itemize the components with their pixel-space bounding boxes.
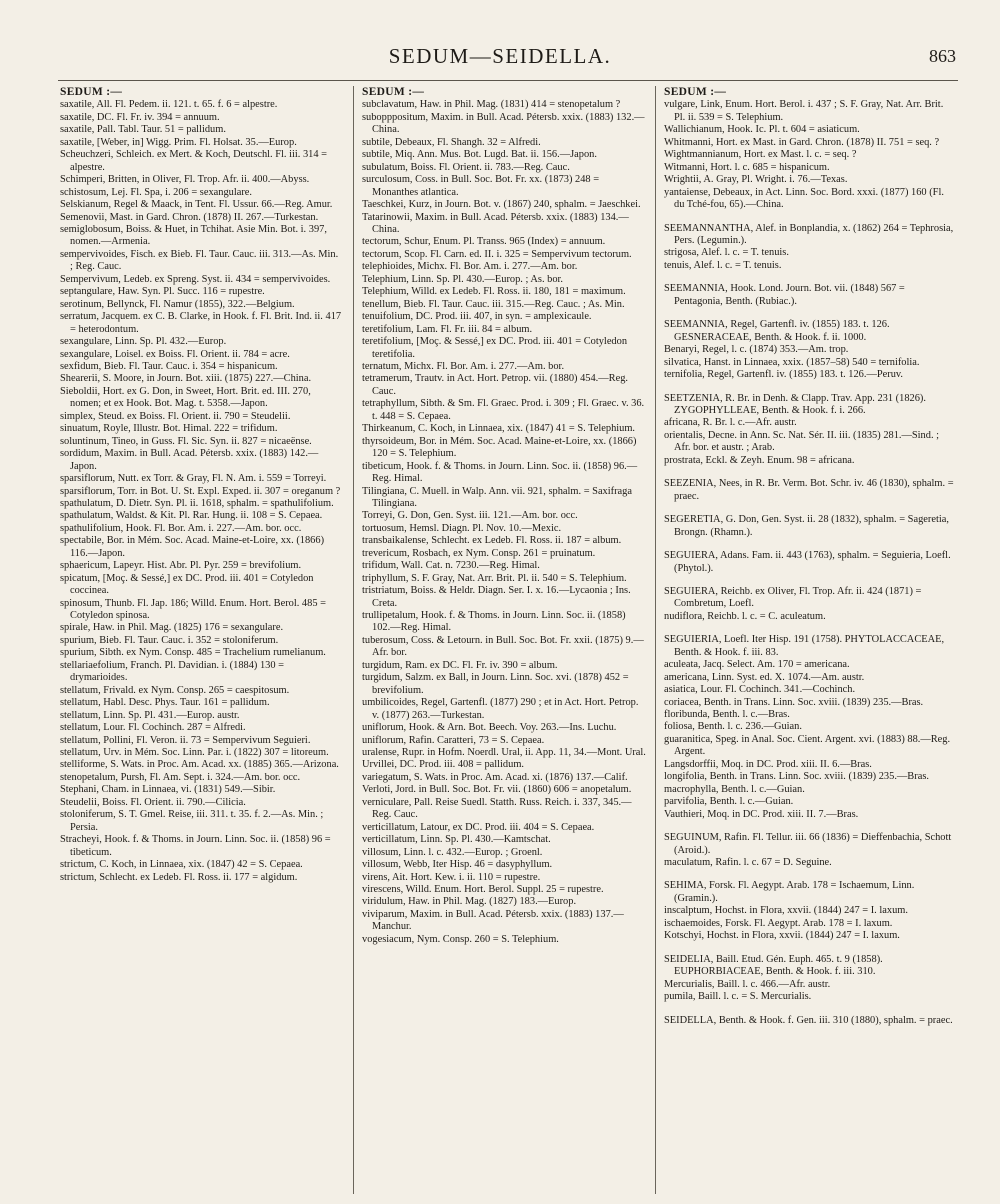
dictionary-entry: uniflorum, Rafin. Caratteri, 73 = S. Cepaea. [362, 734, 545, 746]
dictionary-entry: Sempervivum, Ledeb. ex Spreng. Syst. ii. 434 = sempervivoides. [60, 273, 331, 285]
dictionary-entry: spinosum, Thunb. Fl. Jap. 186; Willd. Enum. Hort. Berol. 485 = Cotyledon spinosa. [60, 597, 326, 622]
dictionary-entry: macrophylla, Benth. l. c.—Guian. [664, 783, 805, 795]
dictionary-entry: Sieboldii, Hort. ex G. Don, in Sweet, Hort. Brit. ed. III. 270, nomen; et ex Hook. Bot. Mag. t. 5358.—Japon. [60, 385, 311, 410]
dictionary-entry: Steudelii, Boiss. Fl. Orient. ii. 790.—Cilicia. [60, 796, 246, 808]
dictionary-entry: verticillatum, Linn. Sp. Pl. 430.—Kamtschat. [362, 834, 551, 846]
dictionary-entry: nudiflora, Reichb. l. c. = C. aculeatum. [664, 610, 826, 622]
dictionary-entry: uralense, Rupr. in Hofm. Noerdl. Ural, ii. App. 11, 34.—Mont. Ural. [362, 747, 646, 759]
dictionary-entry: stellatum, Habl. Desc. Phys. Taur. 161 = pallidum. [60, 697, 270, 709]
dictionary-entry: Taeschkei, Kurz, in Journ. Bot. v. (1867) 240, sphalm. = Jaeschkei. [362, 199, 641, 211]
dictionary-entry: teretifolium, [Moç. & Sessé,] ex DC. Prod. iii. 401 = Cotyledon teretifolia. [362, 336, 628, 360]
dictionary-entry: sparsiflorum, Torr. in Bot. U. St. Expl. Exped. ii. 307 = oreganum ? [60, 485, 341, 497]
entry-list [664, 99, 956, 1027]
dictionary-entry: Mercurialis, Baill. l. c. 466.—Afr. austr. [664, 978, 831, 990]
dictionary-entry: tectorum, Schur, Enum. Pl. Transs. 965 (Index) = annuum. [362, 236, 606, 248]
dictionary-entry: tetramerum, Trautv. in Act. Hort. Petrop. vii. (1880) 454.—Reg. Cauc. [362, 373, 628, 397]
column-heading: SEDUM :— [362, 86, 425, 98]
dictionary-entry: turgidum, Salzm. ex Ball, in Journ. Linn. Soc. xvi. (1878) 452 = brevifolium. [362, 672, 629, 696]
dictionary-entry: Tilingiana, C. Muell. in Walp. Ann. vii. 921, sphalm. = Saxifraga Tilingiana. [362, 485, 632, 509]
dictionary-entry: ischaemoides, Forsk. Fl. Aegypt. Arab. 178 = I. laxum. [664, 917, 893, 929]
dictionary-entry: sexangulare, Linn. Sp. Pl. 432.—Europ. [60, 336, 227, 348]
dictionary-entry: vogesiacum, Nym. Consp. 260 = S. Telephium. [362, 933, 559, 945]
dictionary-entry: viridulum, Haw. in Phil. Mag. (1827) 183.—Europ. [362, 896, 577, 908]
dictionary-entry: Schimperi, Britten, in Oliver, Fl. Trop. Afr. ii. 400.—Abyss. [60, 174, 310, 186]
dictionary-entry: tortuosum, Hemsl. Diagn. Pl. Nov. 10.—Mexic. [362, 522, 562, 534]
dictionary-entry: sordidum, Maxim. in Bull. Acad. Pétersb. xxix. (1883) 142.—Japon. [60, 448, 319, 472]
column-3 [664, 86, 956, 1194]
dictionary-entry: saxatile, [Weber, in] Wigg. Prim. Fl. Holsat. 35.—Europ. [60, 136, 297, 148]
dictionary-entry: semiglobosum, Boiss. & Huet, in Tchihat. Asie Min. Bot. i. 397, nomen.—Armenia. [60, 223, 327, 248]
dictionary-entry: stellatum, Pollini, Fl. Veron. ii. 73 = Sempervivum Seguieri. [60, 734, 311, 746]
dictionary-entry: Benaryi, Regel, l. c. (1874) 353.—Am. trop. [664, 344, 849, 356]
dictionary-entry: transbaikalense, Schlecht. ex Ledeb. Fl. Ross. ii. 187 = album. [362, 535, 622, 547]
dictionary-entry: SEGUIERA, Reichb. ex Oliver, Fl. Trop. Afr. ii. 424 (1871) = Combretum, Loefl. [664, 585, 922, 610]
dictionary-entry: trifidum, Wall. Cat. n. 7230.—Reg. Himal. [362, 560, 540, 572]
dictionary-entry: Selskianum, Regel & Maack, in Tent. Fl. Ussur. 66.—Reg. Amur. [60, 199, 333, 211]
dictionary-entry: tristriatum, Boiss. & Heldr. Diagn. Ser. I. x. 16.—Lycaonia ; Ins. Creta. [362, 585, 631, 609]
dictionary-entry: spathulatum, D. Dietr. Syn. Pl. ii. 1618, sphalm. = spathulifolium. [60, 497, 334, 509]
dictionary-entry: strictum, Schlecht. ex Ledeb. Fl. Ross. ii. 177 = algidum. [60, 871, 298, 883]
dictionary-entry: Whitmanni, Hort. ex Mast. in Gard. Chron. (1878) II. 751 = seq. ? [664, 136, 940, 148]
dictionary-entry: Wightmannianum, Hort. ex Mast. l. c. = seq. ? [664, 149, 857, 161]
dictionary-entry: strictum, C. Koch, in Linnaea, xix. (1847) 42 = S. Cepaea. [60, 859, 303, 871]
dictionary-entry: orientalis, Decne. in Ann. Sc. Nat. Sér. II. iii. (1835) 281.—Sind. ; Afr. bor. et austr. ; Arab. [664, 429, 940, 454]
dictionary-entry: Thirkeanum, C. Koch, in Linnaea, xix. (1847) 41 = S. Telephium. [362, 423, 636, 435]
dictionary-entry: tuberosum, Coss. & Letourn. in Bull. Soc. Bot. Fr. xxii. (1875) 9.—Afr. bor. [362, 634, 644, 659]
dictionary-entry: Stephani, Cham. in Linnaea, vi. (1831) 549.—Sibir. [60, 784, 276, 796]
dictionary-entry: SEIDELIA, Baill. Etud. Gén. Euph. 465. t. 9 (1858). EUPHORBIACEAE, Benth. & Hook. f. iii. 310. [664, 953, 883, 978]
dictionary-entry: tetraphyllum, Sibth. & Sm. Fl. Graec. Prod. i. 309 ; Fl. Graec. v. 36. t. 448 = S. Cepaea. [362, 398, 645, 422]
dictionary-entry: Telephium, Willd. ex Ledeb. Fl. Ross. ii. 180, 181 = maximum. [362, 286, 626, 298]
dictionary-entry: sparsiflorum, Nutt. ex Torr. & Gray, Fl. N. Am. i. 559 = Torreyi. [60, 473, 327, 485]
dictionary-entry: Telephium, Linn. Sp. Pl. 430.—Europ. ; As. bor. [362, 273, 564, 285]
dictionary-entry: viviparum, Maxim. in Bull. Acad. Pétersb. xxix. (1883) 137.—Manchur. [362, 908, 624, 933]
dictionary-entry: africana, R. Br. l. c.—Afr. austr. [664, 417, 797, 429]
dictionary-entry: subopppositum, Maxim. in Bull. Acad. Pétersb. xxix. (1883) 132.—China. [362, 111, 645, 136]
dictionary-entry: SEEMANNIA, Hook. Lond. Journ. Bot. vii. (1848) 567 = Pentagonia, Benth. (Rubiac.). [664, 283, 905, 307]
dictionary-entry: sexangulare, Loisel. ex Boiss. Fl. Orient. ii. 784 = acre. [60, 348, 290, 360]
dictionary-entry: asiatica, Lour. Fl. Cochinch. 341.—Cochinch. [664, 684, 856, 696]
dictionary-entry: parvifolia, Benth. l. c.—Guian. [664, 796, 794, 808]
dictionary-entry: saxatile, DC. Fl. Fr. iv. 394 = annuum. [60, 111, 220, 123]
header-rule [58, 80, 958, 81]
dictionary-entry: foliosa, Benth. l. c. 236.—Guian. [664, 721, 802, 733]
dictionary-entry: thyrsoideum, Bor. in Mém. Soc. Acad. Maine-et-Loire, xx. (1866) 120 = S. Telephium. [362, 435, 637, 460]
dictionary-entry: Wallichianum, Hook. Ic. Pl. t. 604 = asiaticum. [664, 124, 860, 136]
column-divider [353, 86, 354, 1194]
dictionary-entry: SEEMANNIA, Regel, Gartenfl. iv. (1855) 183. t. 126. GESNERACEAE, Benth. & Hook. f. ii. 1000. [664, 319, 890, 343]
dictionary-entry: serratum, Jacquem. ex C. B. Clarke, in Hook. f. Fl. Brit. Ind. ii. 417 = heterodontum. [60, 311, 342, 335]
dictionary-entry: spathulatum, Waldst. & Kit. Pl. Rar. Hung. ii. 108 = S. Cepaea. [60, 510, 323, 522]
dictionary-entry: subulatum, Boiss. Fl. Orient. ii. 783.—Reg. Cauc. [362, 161, 570, 173]
dictionary-entry: SEGUIERIA, Loefl. Iter Hisp. 191 (1758). PHYTOLACCACEAE, Benth. & Hook. f. iii. 83. [664, 634, 945, 658]
dictionary-entry: subtile, Debeaux, Fl. Shangh. 32 = Alfredi. [362, 136, 541, 148]
dictionary-entry: inscalptum, Hochst. in Flora, xxvii. (1844) 247 = I. laxum. [664, 905, 908, 917]
dictionary-entry: ternifolia, Regel, Gartenfl. iv. (1855) 183. t. 126.—Peruv. [664, 369, 904, 381]
dictionary-entry: variegatum, S. Wats. in Proc. Am. Acad. xi. (1876) 137.—Calif. [362, 771, 628, 783]
dictionary-entry: spurium, Bieb. Fl. Taur. Cauc. i. 352 = stoloniferum. [60, 634, 279, 646]
dictionary-entry: Tatarinowii, Maxim. in Bull. Acad. Pétersb. xxix. (1883) 134.—China. [362, 211, 629, 235]
column-heading: SEDUM :— [664, 86, 727, 98]
dictionary-entry: SEGERETIA, G. Don, Gen. Syst. ii. 28 (1832), sphalm. = Sageretia, Brongn. (Rhamn.). [664, 514, 949, 538]
column-heading: SEDUM :— [60, 86, 123, 98]
dictionary-entry: Langsdorffii, Moq. in DC. Prod. xiii. II. 6.—Bras. [664, 758, 872, 770]
dictionary-entry: SEETZENIA, R. Br. in Denh. & Clapp. Trav. App. 231 (1826). ZYGOPHYLLEAE, Benth. & Hook. f. i. 266. [664, 392, 926, 416]
dictionary-entry: spurium, Sibth. ex Nym. Consp. 485 = Trachelium rumelianum. [60, 647, 326, 659]
dictionary-entry: Torreyi, G. Don, Gen. Syst. iii. 121.—Am. bor. occ. [362, 510, 578, 522]
column-divider [655, 86, 656, 1194]
dictionary-entry: sinuatum, Royle, Illustr. Bot. Himal. 222 = trifidum. [60, 423, 278, 435]
dictionary-entry: verticillatum, Latour, ex DC. Prod. iii. 404 = S. Cepaea. [362, 821, 595, 833]
dictionary-entry: floribunda, Benth. l. c.—Bras. [664, 709, 790, 721]
dictionary-entry: maculatum, Rafin. l. c. 67 = D. Seguine. [664, 857, 832, 869]
dictionary-entry: SEIDELLA, Benth. & Hook. f. Gen. iii. 310 (1880), sphalm. = praec. [664, 1014, 953, 1026]
dictionary-entry: spectabile, Bor. in Mém. Soc. Acad. Maine-et-Loire, xx. (1866) 116.—Japon. [60, 535, 325, 559]
dictionary-entry: Kotschyi, Hochst. in Flora, xxvii. (1844) 247 = I. laxum. [664, 930, 900, 942]
dictionary-entry: saxatile, Pall. Tabl. Taur. 51 = pallidum. [60, 124, 226, 136]
dictionary-entry: simplex, Steud. ex Boiss. Fl. Orient. ii. 790 = Steudelii. [60, 410, 291, 422]
dictionary-entry: yantaiense, Debeaux, in Act. Linn. Soc. Bord. xxxi. (1877) 160 (Fl. du Tché-fou, 65).—China. [664, 186, 944, 211]
dictionary-entry: stellariaefolium, Franch. Pl. Davidian. i. (1884) 130 = drymarioides. [60, 659, 285, 684]
column-1 [60, 86, 342, 1194]
column-2 [362, 86, 646, 1194]
dictionary-entry: uniflorum, Hook. & Arn. Bot. Beech. Voy. 263.—Ins. Luchu. [362, 722, 617, 734]
entry-list [362, 99, 646, 946]
dictionary-entry: tenuifolium, DC. Prod. iii. 407, in syn. = amplexicaule. [362, 311, 592, 323]
dictionary-entry: virescens, Willd. Enum. Hort. Berol. Suppl. 25 = rupestre. [362, 884, 604, 895]
dictionary-entry: trevericum, Rosbach, ex Nym. Consp. 261 = pruinatum. [362, 547, 596, 559]
dictionary-entry: coriacea, Benth. in Trans. Linn. Soc. xviii. (1839) 235.—Bras. [664, 696, 924, 708]
dictionary-entry: Semenovii, Mast. in Gard. Chron. (1878) II. 267.—Turkestan. [60, 211, 319, 223]
dictionary-entry: Witmanni, Hort. l. c. 685 = hispanicum. [664, 161, 830, 173]
dictionary-entry: virens, Ait. Hort. Kew. i. ii. 110 = rupestre. [362, 871, 541, 883]
dictionary-entry: tibeticum, Hook. f. & Thoms. in Journ. Linn. Soc. ii. (1858) 96.—Reg. Himal. [362, 460, 638, 485]
dictionary-entry: Shearerii, S. Moore, in Journ. Bot. xiii. (1875) 227.—China. [60, 373, 312, 385]
dictionary-entry: schistosum, Lej. Fl. Spa, i. 206 = sexangulare. [60, 186, 253, 198]
dictionary-entry: stellatum, Frivald. ex Nym. Consp. 265 = caespitosum. [60, 684, 290, 696]
dictionary-entry: stelliforme, S. Wats. in Proc. Am. Acad. xx. (1885) 365.—Arizona. [60, 759, 339, 771]
dictionary-entry: aculeata, Jacq. Select. Am. 170 = americana. [664, 659, 850, 671]
dictionary-entry: Urvillei, DC. Prod. iii. 408 = pallidum. [362, 759, 525, 771]
dictionary-entry: SEEMANNANTHA, Alef. in Bonplandia, x. (1862) 264 = Tephrosia, Pers. (Legumin.). [664, 222, 954, 246]
dictionary-entry: Stracheyi, Hook. f. & Thoms. in Journ. Linn. Soc. ii. (1858) 96 = tibeticum. [60, 834, 331, 858]
dictionary-entry: guaranitica, Speg. in Anal. Soc. Cient. Argent. xvi. (1883) 88.—Reg. Argent. [664, 733, 951, 758]
dictionary-entry: telephioides, Michx. Fl. Bor. Am. i. 277.—Am. bor. [362, 261, 578, 273]
dictionary-entry: SEEZENIA, Nees, in R. Br. Verm. Bot. Schr. iv. 46 (1830), sphalm. = praec. [664, 478, 954, 502]
dictionary-entry: americana, Linn. Syst. ed. X. 1074.—Am. austr. [664, 671, 865, 683]
dictionary-entry: sexfidum, Bieb. Fl. Taur. Cauc. i. 354 = hispanicum. [60, 360, 278, 372]
dictionary-entry: villosum, Webb, Iter Hisp. 46 = dasyphyllum. [362, 859, 553, 871]
dictionary-entry: Wrightii, A. Gray, Pl. Wright. i. 76.—Texas. [664, 174, 848, 186]
dictionary-entry: subclavatum, Haw. in Phil. Mag. (1831) 414 = stenopetalum ? [362, 99, 621, 111]
dictionary-entry: vulgare, Link, Enum. Hort. Berol. i. 437 ; S. F. Gray, Nat. Arr. Brit. Pl. ii. 539 = S. Telephium. [664, 99, 944, 123]
dictionary-entry: SEGUINUM, Rafin. Fl. Tellur. iii. 66 (1836) = Dieffenbachia, Schott (Aroid.). [664, 832, 952, 856]
dictionary-entry: septangulare, Haw. Syn. Pl. Succ. 116 = rupestre. [60, 286, 265, 298]
dictionary-entry: teretifolium, Lam. Fl. Fr. iii. 84 = album. [362, 323, 533, 335]
dictionary-entry: trullipetalum, Hook. f. & Thoms. in Journ. Linn. Soc. ii. (1858) 102.—Reg. Himal. [362, 610, 626, 634]
dictionary-entry: longifolia, Benth. in Trans. Linn. Soc. xviii. (1839) 235.—Bras. [664, 771, 929, 783]
dictionary-entry: strigosa, Alef. l. c. = T. tenuis. [664, 247, 789, 259]
dictionary-entry: tenellum, Bieb. Fl. Taur. Cauc. iii. 315.—Reg. Cauc. ; As. Min. [362, 298, 625, 310]
dictionary-entry: Verloti, Jord. in Bull. Soc. Bot. Fr. vii. (1860) 606 = anopetalum. [362, 784, 632, 796]
entry-list [60, 99, 342, 884]
dictionary-entry: villosum, Linn. l. c. 432.—Europ. ; Groenl. [362, 846, 543, 858]
dictionary-entry: spathulifolium, Hook. Fl. Bor. Am. i. 227.—Am. bor. occ. [60, 522, 302, 534]
dictionary-entry: silvatica, Hanst. in Linnaea, xxix. (1857–58) 540 = ternifolia. [664, 356, 920, 368]
dictionary-entry: Vauthieri, Moq. in DC. Prod. xiii. II. 7.—Bras. [664, 808, 859, 820]
dictionary-entry: saxatile, All. Fl. Pedem. ii. 121. t. 65. f. 6 = alpestre. [60, 99, 278, 111]
dictionary-entry: stoloniferum, S. T. Gmel. Reise, iii. 311. t. 35. f. 2.—As. Min. ; Persia. [60, 809, 324, 833]
dictionary-entry: turgidum, Ram. ex DC. Fl. Fr. iv. 390 = album. [362, 659, 558, 671]
dictionary-entry: pumila, Baill. l. c. = S. Mercurialis. [664, 991, 812, 1003]
dictionary-entry: Scheuchzeri, Schleich. ex Mert. & Koch, Deutschl. Fl. iii. 314 = alpestre. [60, 149, 328, 173]
running-title: SEDUM—SEIDELLA. [388, 44, 612, 68]
running-head [0, 44, 1000, 70]
dictionary-entry: verniculare, Pall. Reise Suedl. Statth. Russ. Reich. i. 337, 345.—Reg. Cauc. [362, 796, 632, 821]
dictionary-entry: stellatum, Linn. Sp. Pl. 431.—Europ. austr. [60, 709, 240, 721]
dictionary-entry: triphyllum, S. F. Gray, Nat. Arr. Brit. Pl. ii. 540 = S. Telephium. [362, 572, 627, 584]
dictionary-entry: stellatum, Urv. in Mém. Soc. Linn. Par. i. (1822) 307 = litoreum. [60, 747, 329, 759]
dictionary-entry: subtile, Miq. Ann. Mus. Bot. Lugd. Bat. ii. 156.—Japon. [362, 149, 597, 161]
dictionary-entry: ternatum, Michx. Fl. Bor. Am. i. 277.—Am. bor. [362, 360, 565, 372]
dictionary-entry: sphaericum, Lapeyr. Hist. Abr. Pl. Pyr. 259 = brevifolium. [60, 560, 302, 572]
dictionary-entry: tenuis, Alef. l. c. = T. tenuis. [664, 259, 782, 271]
dictionary-entry: tectorum, Scop. Fl. Carn. ed. II. i. 325 = Sempervivum tectorum. [362, 248, 632, 260]
dictionary-entry: umbilicoides, Regel, Gartenfl. (1877) 290 ; et in Act. Hort. Petrop. v. (1877) 263.—Turkestan. [362, 697, 639, 721]
dictionary-entry: spicatum, [Moç. & Sessé,] ex DC. Prod. iii. 401 = Cotyledon coccinea. [60, 572, 314, 597]
dictionary-entry: serotinum, Bellynck, Fl. Namur (1855), 322.—Belgium. [60, 298, 295, 310]
dictionary-entry: sempervivoides, Fisch. ex Bieb. Fl. Taur. Cauc. iii. 313.—As. Min. ; Reg. Cauc. [60, 248, 339, 273]
dictionary-entry: surculosum, Coss. in Bull. Soc. Bot. Fr. xx. (1873) 248 = Monanthes atlantica. [362, 174, 600, 198]
dictionary-entry: SEHIMA, Forsk. Fl. Aegypt. Arab. 178 = Ischaemum, Linn. (Gramin.). [664, 880, 915, 904]
dictionary-entry: prostrata, Eckl. & Zeyh. Enum. 98 = africana. [664, 454, 855, 466]
page-number: 863 [929, 46, 956, 66]
dictionary-entry: SEGUIERA, Adans. Fam. ii. 443 (1763), sphalm. = Seguieria, Loefl. (Phytol.). [664, 550, 951, 574]
dictionary-entry: stellatum, Lour. Fl. Cochinch. 287 = Alfredi. [60, 722, 246, 734]
dictionary-entry: spirale, Haw. in Phil. Mag. (1825) 176 = sexangulare. [60, 622, 284, 634]
dictionary-entry: stenopetalum, Pursh, Fl. Am. Sept. i. 324.—Am. bor. occ. [60, 771, 301, 783]
dictionary-entry: soluntinum, Tineo, in Guss. Fl. Sic. Syn. ii. 827 = nicaeënse. [60, 435, 312, 447]
